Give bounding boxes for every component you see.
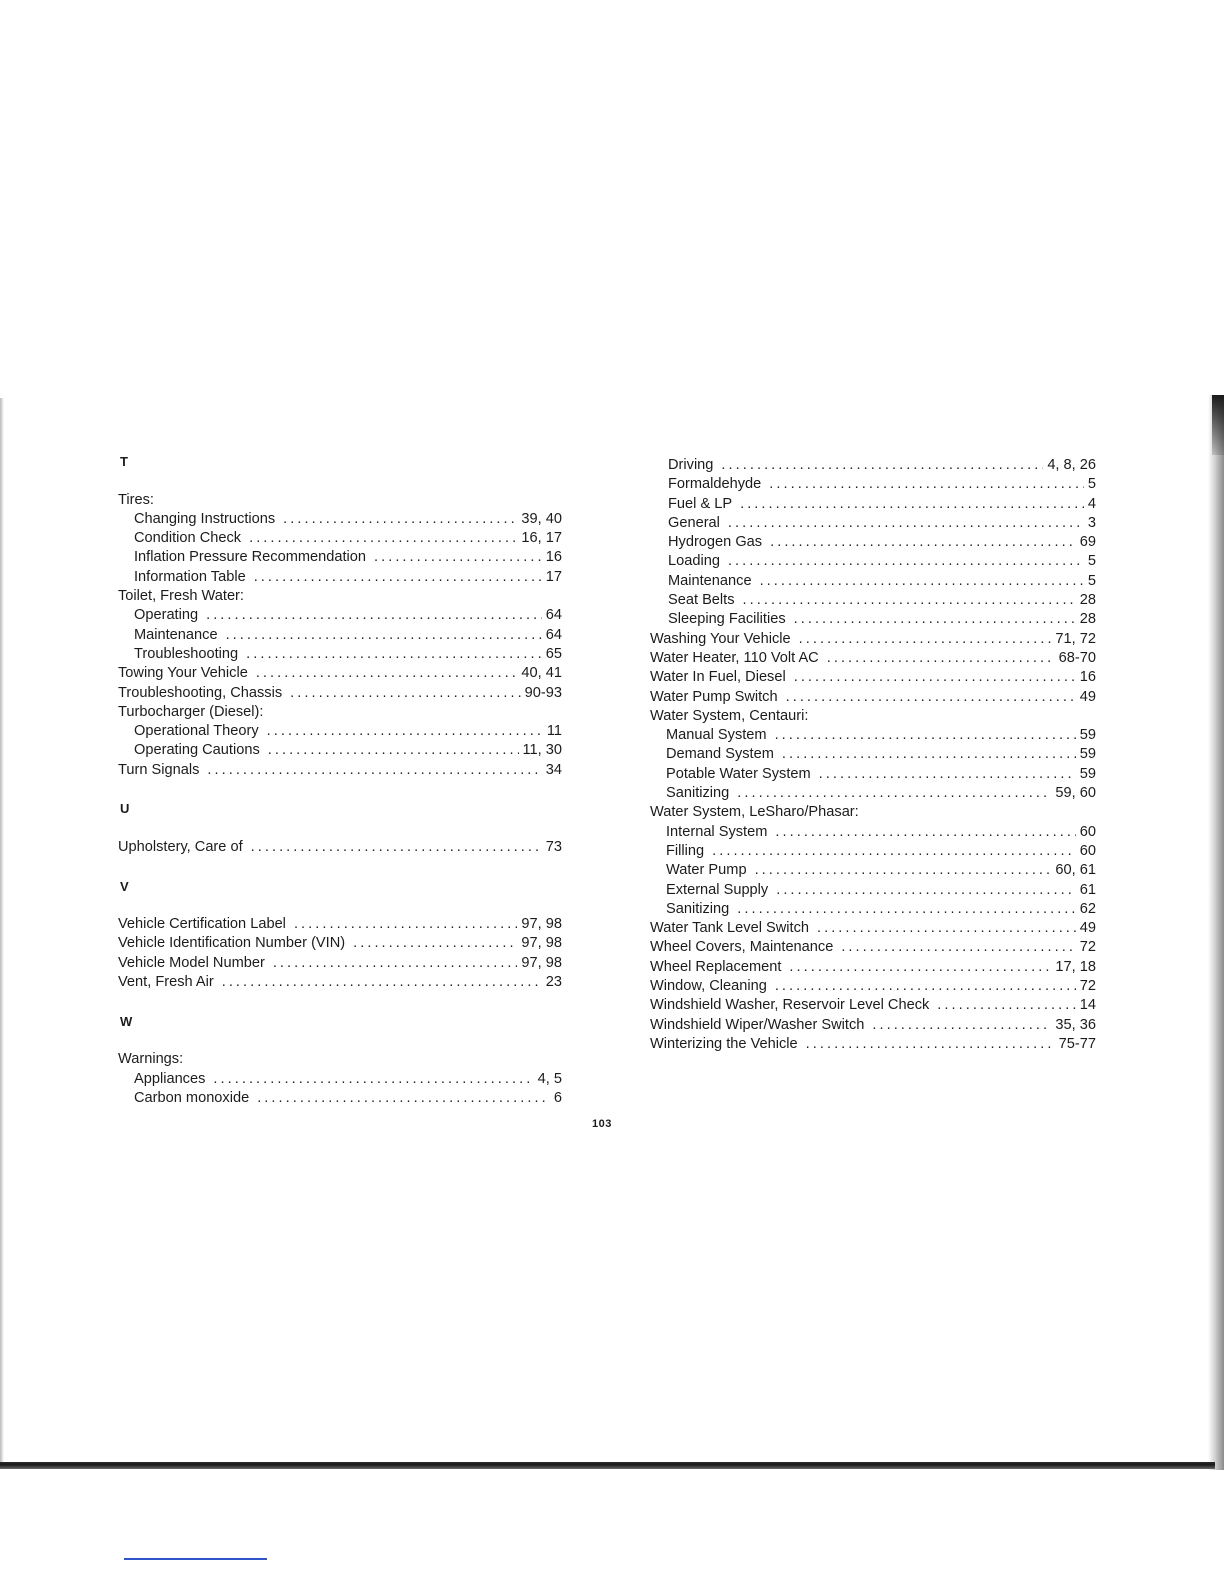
- page-bottom-edge: [0, 1462, 1215, 1469]
- dot-leader: [721, 456, 1043, 475]
- index-entry: [118, 1070, 562, 1089]
- entry-page-ref: 11: [546, 723, 562, 740]
- entry-label: Toilet, Fresh Water:: [118, 588, 244, 605]
- entry-label: Carbon monoxide: [134, 1089, 250, 1106]
- dot-leader: [775, 823, 1075, 842]
- dot-leader: [728, 514, 1084, 533]
- index-entry: [118, 934, 562, 953]
- entry-page-ref: 4, 8, 26: [1047, 457, 1096, 473]
- dot-leader: [268, 741, 519, 760]
- index-entry: [118, 664, 562, 683]
- dot-leader: [786, 688, 1076, 707]
- dot-leader: [827, 649, 1055, 668]
- entry-label: Troubleshooting, Chassis: [118, 684, 283, 701]
- entry-label: Operational Theory: [134, 723, 259, 740]
- entry-page-ref: 59: [1079, 727, 1096, 744]
- entry-label: Vent, Fresh Air: [118, 974, 214, 991]
- dot-leader: [775, 726, 1076, 745]
- index-entry: [650, 533, 1096, 552]
- page-edge-left: [0, 398, 4, 1468]
- spacer: [118, 780, 562, 799]
- dot-leader: [222, 973, 542, 992]
- dot-leader: [819, 765, 1076, 784]
- index-entry: [650, 591, 1096, 610]
- entry-label: External Supply: [666, 881, 769, 898]
- entry-label: Troubleshooting: [134, 645, 239, 662]
- entry-label: Loading: [668, 553, 720, 570]
- dot-leader: [257, 1089, 550, 1108]
- entry-label: Driving: [668, 457, 714, 473]
- index-entry: [118, 954, 562, 973]
- dot-leader: [755, 861, 1052, 880]
- entry-label: Turbocharger (Diesel):: [118, 703, 264, 720]
- dot-leader: [872, 1016, 1051, 1035]
- entry-label: Potable Water System: [666, 765, 811, 782]
- entry-label: Information Table: [134, 568, 246, 585]
- entry-label: Sanitizing: [666, 785, 730, 802]
- entry-page-ref: 68-70: [1058, 649, 1096, 666]
- entry-label: Internal System: [666, 823, 768, 840]
- index-entry: [650, 649, 1096, 668]
- dot-leader: [256, 664, 518, 683]
- index-entry: [118, 761, 562, 780]
- entry-page-ref: 17, 18: [1055, 958, 1096, 975]
- entry-label: Fuel & LP: [668, 495, 733, 512]
- entry-label: Vehicle Model Number: [118, 954, 265, 971]
- index-heading: [118, 1050, 562, 1069]
- dot-leader: [770, 533, 1076, 552]
- entry-page-ref: 62: [1079, 900, 1096, 917]
- entry-label: Turn Signals: [118, 761, 200, 778]
- spacer: [118, 819, 562, 838]
- index-entry: [650, 996, 1096, 1015]
- entry-page-ref: 71, 72: [1055, 630, 1096, 647]
- entry-page-ref: 75-77: [1058, 1035, 1096, 1052]
- entry-page-ref: 16: [1079, 669, 1096, 686]
- index-entry: [650, 900, 1096, 919]
- dot-leader: [775, 977, 1076, 996]
- entry-label: Washing Your Vehicle: [650, 630, 791, 647]
- entry-label: Window, Cleaning: [650, 978, 767, 995]
- entry-page-ref: 60, 61: [1055, 862, 1096, 879]
- dot-leader: [743, 591, 1076, 610]
- entry-label: Winterizing the Vehicle: [650, 1035, 798, 1052]
- index-entry: [650, 958, 1096, 977]
- blue-rule: [124, 1558, 267, 1560]
- spacer: [118, 896, 562, 915]
- entry-label: Tires:: [118, 491, 154, 508]
- index-entry: [650, 495, 1096, 514]
- entry-label: Sanitizing: [666, 900, 730, 917]
- dot-leader: [290, 684, 521, 703]
- entry-page-ref: 17: [545, 568, 562, 585]
- entry-page-ref: 69: [1079, 534, 1096, 551]
- dot-leader: [712, 842, 1076, 861]
- dot-leader: [249, 529, 517, 548]
- dot-leader: [740, 495, 1084, 514]
- index-entry: [650, 552, 1096, 571]
- entry-label: Wheel Covers, Maintenance: [650, 939, 834, 956]
- entry-page-ref: 59, 60: [1055, 785, 1096, 802]
- dot-leader: [353, 934, 517, 953]
- index-entry: [650, 881, 1096, 900]
- entry-page-ref: 35, 36: [1055, 1016, 1096, 1033]
- index-entry: [650, 726, 1096, 745]
- entry-label: General: [668, 514, 720, 531]
- index-entry: [650, 842, 1096, 861]
- index-entry: [650, 475, 1096, 494]
- entry-page-ref: 28: [1079, 611, 1096, 628]
- entry-label: Changing Instructions: [134, 510, 276, 527]
- index-entry: [118, 973, 562, 992]
- entry-page-ref: 16, 17: [521, 530, 562, 547]
- index-entry: [650, 572, 1096, 591]
- entry-label: Hydrogen Gas: [668, 534, 763, 551]
- index-entry: [650, 630, 1096, 649]
- dot-leader: [937, 996, 1075, 1015]
- index-heading: [650, 803, 1096, 822]
- index-entry: [650, 514, 1096, 533]
- spacer: [118, 1031, 562, 1050]
- page-edge-right-shadow: [1212, 395, 1224, 455]
- entry-label: Windshield Washer, Reservoir Level Check: [650, 997, 930, 1014]
- entry-label: Water Heater, 110 Volt AC: [650, 649, 819, 666]
- index-entry: [650, 823, 1096, 842]
- index-entry: [118, 529, 562, 548]
- index-entry: [118, 741, 562, 760]
- index-entry: [650, 938, 1096, 957]
- entry-page-ref: 65: [545, 645, 562, 662]
- index-entry: [650, 861, 1096, 880]
- entry-label: Water Pump: [666, 862, 747, 879]
- entry-page-ref: 72: [1079, 978, 1096, 995]
- dot-leader: [273, 954, 518, 973]
- entry-page-ref: 40, 41: [521, 665, 562, 682]
- dot-leader: [841, 938, 1075, 957]
- entry-page-ref: 97, 98: [521, 935, 562, 952]
- entry-label: Wheel Replacement: [650, 958, 782, 975]
- entry-label: Appliances: [134, 1070, 206, 1087]
- index-entry: [118, 838, 562, 857]
- entry-label: Water Tank Level Switch: [650, 920, 809, 937]
- entry-page-ref: 49: [1079, 920, 1096, 937]
- dot-leader: [776, 881, 1076, 900]
- index-entry: [118, 1089, 562, 1108]
- entry-page-ref: 59: [1079, 765, 1096, 782]
- section-letter: V: [120, 878, 129, 894]
- section-letter: U: [120, 801, 130, 817]
- entry-label: Maintenance: [668, 572, 752, 589]
- entry-page-ref: 97, 98: [521, 916, 562, 933]
- entry-page-ref: 14: [1079, 997, 1096, 1014]
- dot-leader: [267, 722, 543, 741]
- index-entry: [118, 626, 562, 645]
- entry-label: Inflation Pressure Recommendation: [134, 549, 366, 566]
- entry-page-ref: 59: [1079, 746, 1096, 763]
- entry-page-ref: 34: [545, 761, 562, 778]
- entry-page-ref: 60: [1079, 842, 1096, 859]
- index-entry: [650, 1035, 1096, 1054]
- dot-leader: [794, 610, 1076, 629]
- index-entry: [650, 765, 1096, 784]
- index-heading: [118, 703, 562, 722]
- spacer: [118, 471, 562, 490]
- index-entry: [118, 568, 562, 587]
- entry-label: Seat Belts: [668, 592, 735, 609]
- dot-leader: [254, 568, 542, 587]
- index-entry: [650, 784, 1096, 803]
- index-entry: [118, 722, 562, 741]
- dot-leader: [374, 548, 542, 567]
- section-letter: W: [120, 1013, 133, 1029]
- entry-page-ref: 3: [1087, 514, 1096, 531]
- spacer: [118, 992, 562, 1011]
- entry-label: Sleeping Facilities: [668, 611, 786, 628]
- entry-label: Water In Fuel, Diesel: [650, 669, 786, 686]
- dot-leader: [769, 475, 1084, 494]
- entry-label: Condition Check: [134, 530, 242, 547]
- dot-leader: [728, 552, 1084, 571]
- dot-leader: [782, 745, 1076, 764]
- dot-leader: [213, 1070, 533, 1089]
- entry-label: Formaldehyde: [668, 476, 762, 493]
- entry-label: Warnings:: [118, 1051, 184, 1068]
- entry-page-ref: 61: [1079, 881, 1096, 898]
- index-entry: [650, 688, 1096, 707]
- entry-label: Vehicle Identification Number (VIN): [118, 935, 346, 952]
- entry-label: Towing Your Vehicle: [118, 665, 248, 682]
- dot-leader: [806, 1035, 1055, 1054]
- entry-label: Upholstery, Care of: [118, 838, 243, 855]
- index-heading: [118, 587, 562, 606]
- dot-leader: [226, 626, 542, 645]
- index-entry: [650, 456, 1096, 475]
- index-entry: [118, 606, 562, 625]
- dot-leader: [799, 630, 1052, 649]
- entry-label: Water System, LeSharo/Phasar:: [650, 804, 859, 821]
- index-entry: [650, 745, 1096, 764]
- dot-leader: [206, 606, 542, 625]
- index-entry: [118, 548, 562, 567]
- entry-page-ref: 39, 40: [521, 510, 562, 527]
- index-entry: [118, 915, 562, 934]
- index-column-left: [118, 452, 562, 1108]
- entry-page-ref: 64: [545, 626, 562, 643]
- dot-leader: [283, 510, 517, 529]
- dot-leader: [207, 761, 541, 780]
- entry-page-ref: 5: [1087, 476, 1096, 493]
- entry-label: Manual System: [666, 727, 767, 744]
- index-entry: [650, 919, 1096, 938]
- page-edge-right: [1208, 395, 1224, 1470]
- index-entry: [650, 668, 1096, 687]
- index-entry: [650, 1016, 1096, 1035]
- dot-leader: [737, 784, 1051, 803]
- dot-leader: [294, 915, 517, 934]
- entry-page-ref: 6: [553, 1089, 562, 1106]
- index-entry: [650, 977, 1096, 996]
- entry-label: Operating: [134, 607, 199, 624]
- entry-label: Maintenance: [134, 626, 218, 643]
- dot-leader: [789, 958, 1051, 977]
- dot-leader: [246, 645, 542, 664]
- entry-page-ref: 11, 30: [522, 742, 562, 759]
- entry-label: Demand System: [666, 746, 774, 763]
- entry-page-ref: 97, 98: [521, 954, 562, 971]
- entry-page-ref: 5: [1087, 553, 1096, 570]
- index-entry: [650, 610, 1096, 629]
- entry-page-ref: 49: [1079, 688, 1096, 705]
- index-heading: [118, 491, 562, 510]
- index-heading: [650, 707, 1096, 726]
- entry-label: Water Pump Switch: [650, 688, 778, 705]
- index-column-right: [650, 456, 1096, 1054]
- entry-page-ref: 64: [545, 607, 562, 624]
- spacer: [118, 857, 562, 876]
- entry-page-ref: 60: [1079, 823, 1096, 840]
- entry-label: Water System, Centauri:: [650, 707, 809, 724]
- dot-leader: [817, 919, 1076, 938]
- entry-label: Windshield Wiper/Washer Switch: [650, 1016, 865, 1033]
- dot-leader: [251, 838, 542, 857]
- index-entry: [118, 510, 562, 529]
- entry-label: Filling: [666, 842, 705, 859]
- dot-leader: [737, 900, 1075, 919]
- entry-page-ref: 72: [1079, 939, 1096, 956]
- dot-leader: [794, 668, 1076, 687]
- entry-page-ref: 4, 5: [537, 1070, 562, 1087]
- entry-page-ref: 90-93: [524, 684, 562, 701]
- entry-page-ref: 73: [545, 838, 562, 855]
- dot-leader: [760, 572, 1084, 591]
- entry-page-ref: 4: [1087, 495, 1096, 512]
- section-letter: T: [120, 454, 128, 469]
- index-entry: [118, 645, 562, 664]
- entry-page-ref: 16: [545, 549, 562, 566]
- page-number: 103: [592, 1118, 612, 1130]
- index-entry: [118, 684, 562, 703]
- entry-page-ref: 23: [545, 974, 562, 991]
- entry-page-ref: 28: [1079, 592, 1096, 609]
- entry-page-ref: 5: [1087, 572, 1096, 589]
- entry-label: Vehicle Certification Label: [118, 916, 286, 933]
- entry-label: Operating Cautions: [134, 742, 260, 759]
